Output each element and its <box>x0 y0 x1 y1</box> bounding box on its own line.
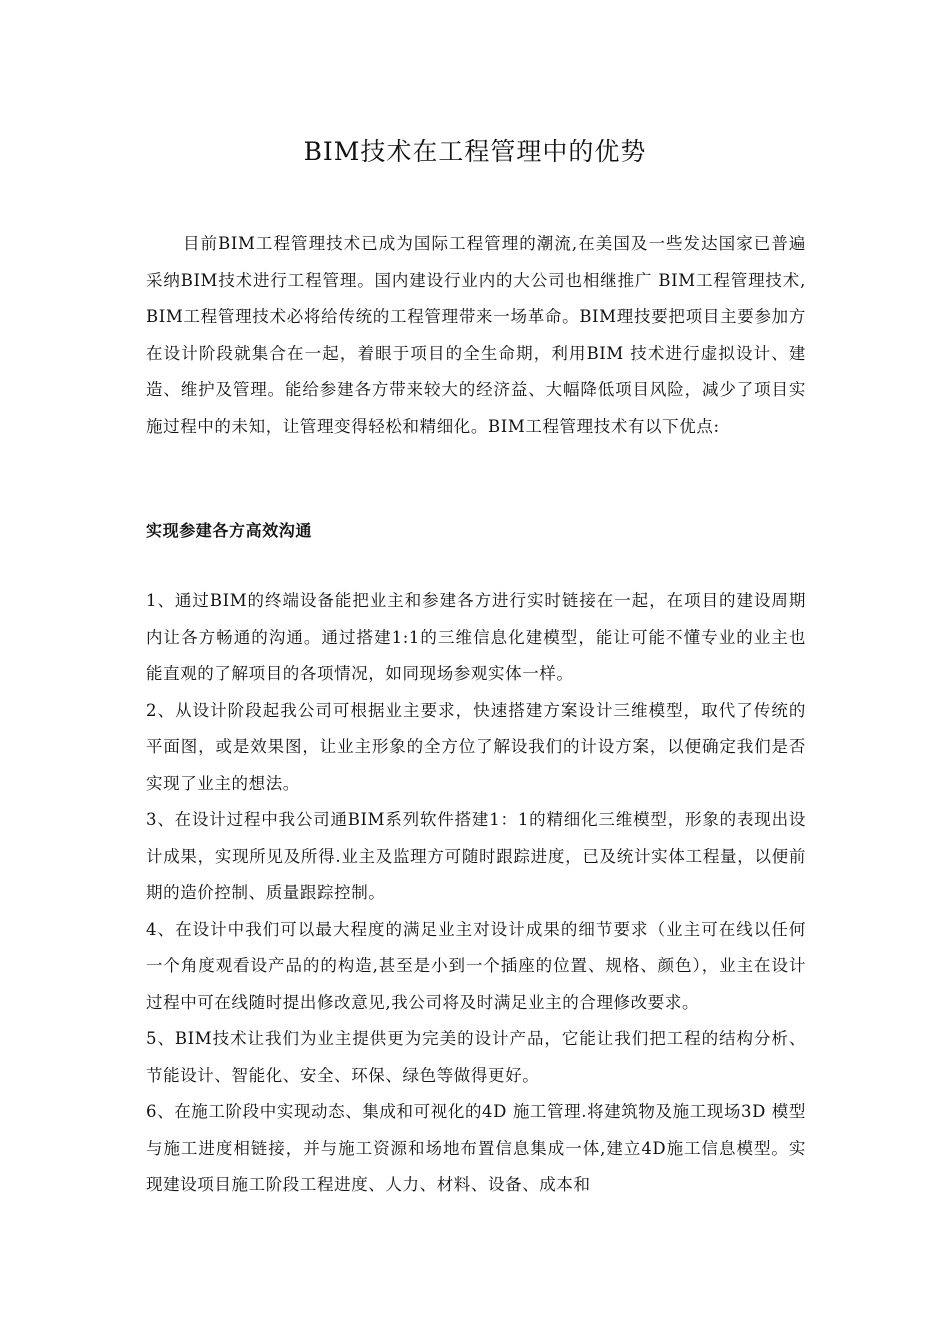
list-item: 5、BIM技术让我们为业主提供更为完美的设计产品，它能让我们把工程的结构分析、节能设计、智能化、安全、环保、绿色等做得更好。 <box>146 1029 806 1085</box>
list-item: 1、通过BIM的终端设备能把业主和参建各方进行实时链接在一起，在项目的建设周期内让各方畅通的沟通。通过搭建1:1的三维信息化建模型，能让可能不懂专业的业主也能直观的了解项目的各项情况，如同现场参观实体一样。 <box>146 591 806 683</box>
list-item: 3、在设计过程中我公司通BIM系列软件搭建1：1的精细化三维模型，形象的表现出设计成果，实现所见及所得.业主及监理方可随时跟踪进度，已及统计实体工程量，以便前期的造价控制、质量跟踪控制。 <box>146 810 806 902</box>
advantages-list <box>146 583 806 1204</box>
intro-paragraph: 目前BIM工程管理技术已成为国际工程管理的潮流,在美国及一些发达国家已普遍采纳BIM技术进行工程管理。国内建设行业内的大公司也相继推广 BIM工程管理技术,BIM工程管理技术必将给传统的工程管理带来一场革命。BIM理技要把项目主要参加方在设计阶段就集合在一起，着眼于项目的全生命期，利用BIM 技术进行虚拟设计、建造、维护及管理。能给参建各方带来较大的经济益、大幅降低项目风险，减少了项目实施过程中的未知，让管理变得轻松和精细化。BIM工程管理技术有以下优点: <box>146 234 806 436</box>
list-item: 4、在设计中我们可以最大程度的满足业主对设计成果的细节要求（业主可在线以任何一个角度观看设产品的的构造,甚至是小到一个插座的位置、规格、颜色），业主在设计过程中可在线随时提出修改意见,我公司将及时满足业主的合理修改要求。 <box>146 919 806 1012</box>
document-title: BIM技术在工程管理中的优势 <box>303 137 647 166</box>
list-item: 6、在施工阶段中实现动态、集成和可视化的4D 施工管理.将建筑物及施工现场3D 模型与施工进度相链接，并与施工资源和场地布置信息集成一体,建立4D施工信息模型。实现建设项目施工阶段工程进度、人力、材料、设备、成本和 <box>146 1102 806 1194</box>
list-item: 2、从设计阶段起我公司可根据业主要求，快速搭建方案设计三维模型，取代了传统的平面图，或是效果图，让业主形象的全方位了解设我们的计设方案，以便确定我们是否实现了业主的想法。 <box>146 700 806 793</box>
section-heading: 实现参建各方高效沟通 <box>146 521 313 540</box>
